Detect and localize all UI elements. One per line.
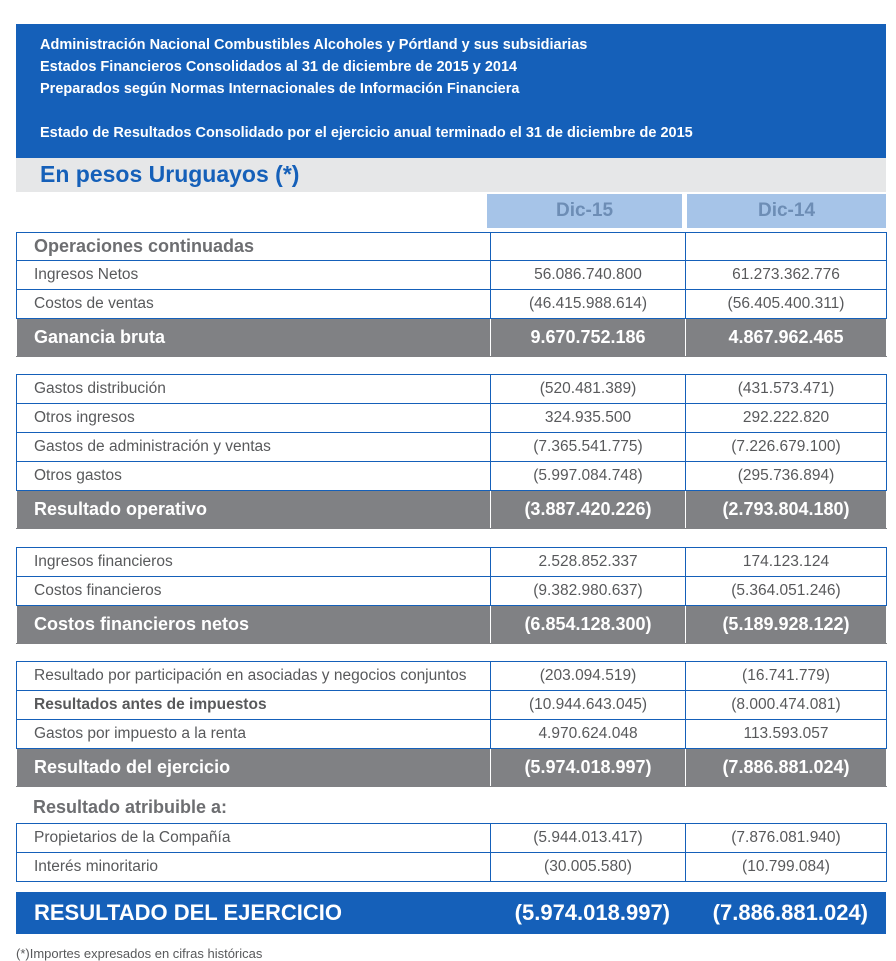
table-block-operating	[16, 374, 887, 529]
total-row	[17, 319, 887, 357]
table-row	[17, 261, 887, 290]
row-value-dic15: (5.944.013.417)	[491, 824, 686, 853]
row-value-dic14: (7.876.081.940)	[686, 824, 887, 853]
row-label: Resultados antes de impuestos	[17, 691, 491, 720]
table-block-continuing-operations	[16, 232, 887, 357]
final-result-label: RESULTADO DEL EJERCICIO	[34, 900, 343, 925]
currency-bar	[16, 158, 886, 192]
table-row	[17, 290, 887, 319]
row-value-dic15: (7.365.541.775)	[491, 433, 686, 462]
row-label: Interés minoritario	[17, 853, 491, 882]
row-value-dic14: (431.573.471)	[686, 375, 887, 404]
total-row	[17, 749, 887, 787]
table-block-result	[16, 661, 887, 787]
row-label: Otros ingresos	[17, 404, 491, 433]
table-row	[17, 853, 887, 882]
table-row	[17, 824, 887, 853]
accounting-standard: Preparados según Normas Internacionales de Información Financiera	[40, 81, 520, 97]
row-value-dic15: 4.970.624.048	[491, 720, 686, 749]
company-name: Administración Nacional Combustibles Alcoholes y Pórtland y sus subsidiarias	[40, 37, 588, 53]
footnote: (*)Importes expresados en cifras históricas	[16, 946, 263, 961]
row-value-dic14: (10.799.084)	[686, 853, 887, 882]
total-value-dic14: 4.867.962.465	[686, 319, 887, 357]
row-value-dic15: (10.944.643.045)	[491, 691, 686, 720]
total-value-dic14: (5.189.928.122)	[686, 606, 887, 644]
row-value-dic15: (520.481.389)	[491, 375, 686, 404]
report-header	[16, 24, 886, 158]
table-block-attribution	[16, 823, 887, 882]
table-row	[17, 548, 887, 577]
row-label: Gastos de administración y ventas	[17, 433, 491, 462]
statement-title: Estado de Resultados Consolidado por el ejercicio anual terminado el 31 de diciembre de 2015	[40, 125, 693, 141]
column-header-dic14: Dic-14	[687, 194, 886, 228]
row-label: Ingresos financieros	[17, 548, 491, 577]
row-label: Propietarios de la Compañía	[17, 824, 491, 853]
total-label: Ganancia bruta	[17, 319, 491, 357]
row-value-dic15: (9.382.980.637)	[491, 577, 686, 606]
table-row	[17, 233, 887, 261]
final-result-dic14: (7.886.881.024)	[712, 900, 868, 925]
row-value-dic14: (56.405.400.311)	[686, 290, 887, 319]
total-row	[17, 491, 887, 529]
row-value-dic15: 324.935.500	[491, 404, 686, 433]
table-row	[17, 404, 887, 433]
row-value-dic14: 292.222.820	[686, 404, 887, 433]
table-row	[17, 691, 887, 720]
row-label: Costos de ventas	[17, 290, 491, 319]
table-row	[17, 433, 887, 462]
row-value-dic14: (16.741.779)	[686, 662, 887, 691]
table-row	[17, 662, 887, 691]
total-value-dic14: (2.793.804.180)	[686, 491, 887, 529]
total-value-dic14: (7.886.881.024)	[686, 749, 887, 787]
row-value-dic15: 56.086.740.800	[491, 261, 686, 290]
table-block-financial	[16, 547, 887, 644]
total-value-dic15: (5.974.018.997)	[491, 749, 686, 787]
total-value-dic15: (3.887.420.226)	[491, 491, 686, 529]
column-header-dic15: Dic-15	[487, 194, 682, 228]
row-value-dic15: 2.528.852.337	[491, 548, 686, 577]
final-result-dic15: (5.974.018.997)	[514, 900, 670, 925]
table-row	[17, 577, 887, 606]
row-value-dic15: (203.094.519)	[491, 662, 686, 691]
statement-period: Estados Financieros Consolidados al 31 de diciembre de 2015 y 2014	[40, 59, 518, 75]
table-row	[17, 720, 887, 749]
row-label: Ingresos Netos	[17, 261, 491, 290]
table-row	[17, 375, 887, 404]
total-label: Costos financieros netos	[17, 606, 491, 644]
row-label: Otros gastos	[17, 462, 491, 491]
total-value-dic15: 9.670.752.186	[491, 319, 686, 357]
attribution-title: Resultado atribuible a:	[33, 797, 228, 817]
row-value-dic14: (5.364.051.246)	[686, 577, 887, 606]
total-row	[17, 606, 887, 644]
row-label: Gastos por impuesto a la renta	[17, 720, 491, 749]
row-value-dic14: (8.000.474.081)	[686, 691, 887, 720]
row-value-dic14: 61.273.362.776	[686, 261, 887, 290]
row-value-dic14: 113.593.057	[686, 720, 887, 749]
row-value-dic15: (5.997.084.748)	[491, 462, 686, 491]
table-row	[17, 462, 887, 491]
row-value-dic14: (295.736.894)	[686, 462, 887, 491]
row-value-dic15: (30.005.580)	[491, 853, 686, 882]
row-label: Costos financieros	[17, 577, 491, 606]
section-title: Operaciones continuadas	[17, 233, 491, 261]
currency-title: En pesos Uruguayos (*)	[40, 161, 300, 187]
final-result-bar	[16, 892, 886, 934]
row-value-dic15: (46.415.988.614)	[491, 290, 686, 319]
row-value-dic14: (7.226.679.100)	[686, 433, 887, 462]
total-value-dic15: (6.854.128.300)	[491, 606, 686, 644]
row-label: Resultado por participación en asociadas y negocios conjuntos	[17, 662, 491, 691]
row-label: Gastos distribución	[17, 375, 491, 404]
total-label: Resultado operativo	[17, 491, 491, 529]
row-value-dic14: 174.123.124	[686, 548, 887, 577]
total-label: Resultado del ejercicio	[17, 749, 491, 787]
